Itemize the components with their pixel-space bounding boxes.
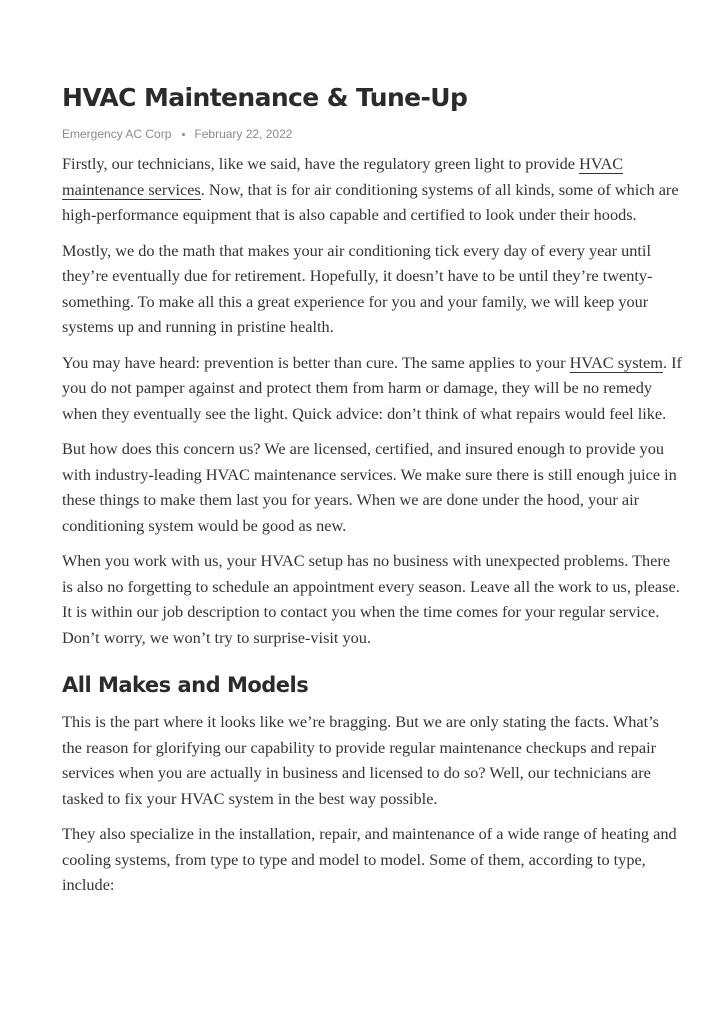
paragraph-text: You may have heard: prevention is better than cure. The same applies to your [62, 352, 570, 372]
section-heading: All Makes and Models [62, 673, 309, 697]
paragraph [62, 350, 682, 427]
hvac-system-link[interactable]: HVAC system [569, 352, 663, 372]
paragraph: But how does this concern us? We are licensed, certified, and insured enough to provide you with industry-leading HVAC maintenance services. We make sure there is still enough juice in these things to make them last you for years. When we are done under the hood, your air conditioning system would be good as new. [62, 439, 677, 535]
paragraph-text: Firstly, our technicians, like we said, have the regulatory green light to provide [62, 154, 580, 173]
paragraph: Mostly, we do the math that makes your air conditioning tick every day of every year until they’re eventually due for retirement. Hopefully, it doesn’t have to be until they’re twenty-something. To make all this a great experience for you and your family, we will keep your systems up and running in pristine health. [62, 240, 653, 336]
publish-date: February 22, 2022 [194, 127, 293, 141]
paragraph-text: . Now, that is for air conditioning systems of all kinds, some of which are high-performance equipment that is also capable and certified to look under their hoods. [62, 179, 679, 224]
hvac-maintenance-services-link[interactable]: HVAC maintenance services [62, 154, 624, 199]
paragraph: They also specialize in the installation, repair, and maintenance of a wide range of heating and cooling systems, from type to type and model to model. Some of them, according to type, include: [62, 824, 677, 894]
page-title: HVAC Maintenance & Tune-Up [62, 83, 468, 112]
article-meta [62, 125, 682, 143]
author-name: Emergency AC Corp [62, 127, 172, 141]
article-body [62, 151, 682, 898]
article [62, 80, 682, 908]
separator-dot [182, 133, 185, 136]
paragraph: When you work with us, your HVAC setup has no business with unexpected problems. There is also no forgetting to schedule an appointment every season. Leave all the work to us, please. It is within our job description to contact you when the time comes for your regular service. Don’t worry, we won’t try to surprise-visit you. [62, 551, 680, 647]
paragraph: This is the part where it looks like we’re bragging. But we are only stating the facts. What’s the reason for glorifying our capability to provide regular maintenance checkups and repair services when you are actually in business and licensed to do so? Well, our technicians are tasked to fix your HVAC system in the best way possible. [62, 712, 659, 808]
paragraph [62, 151, 682, 228]
paragraph-text: . If you do not pamper against and protect them from harm or damage, they will be no remedy when they eventually see the light. Quick advice: don’t think of what repairs would feel like. [62, 352, 682, 423]
